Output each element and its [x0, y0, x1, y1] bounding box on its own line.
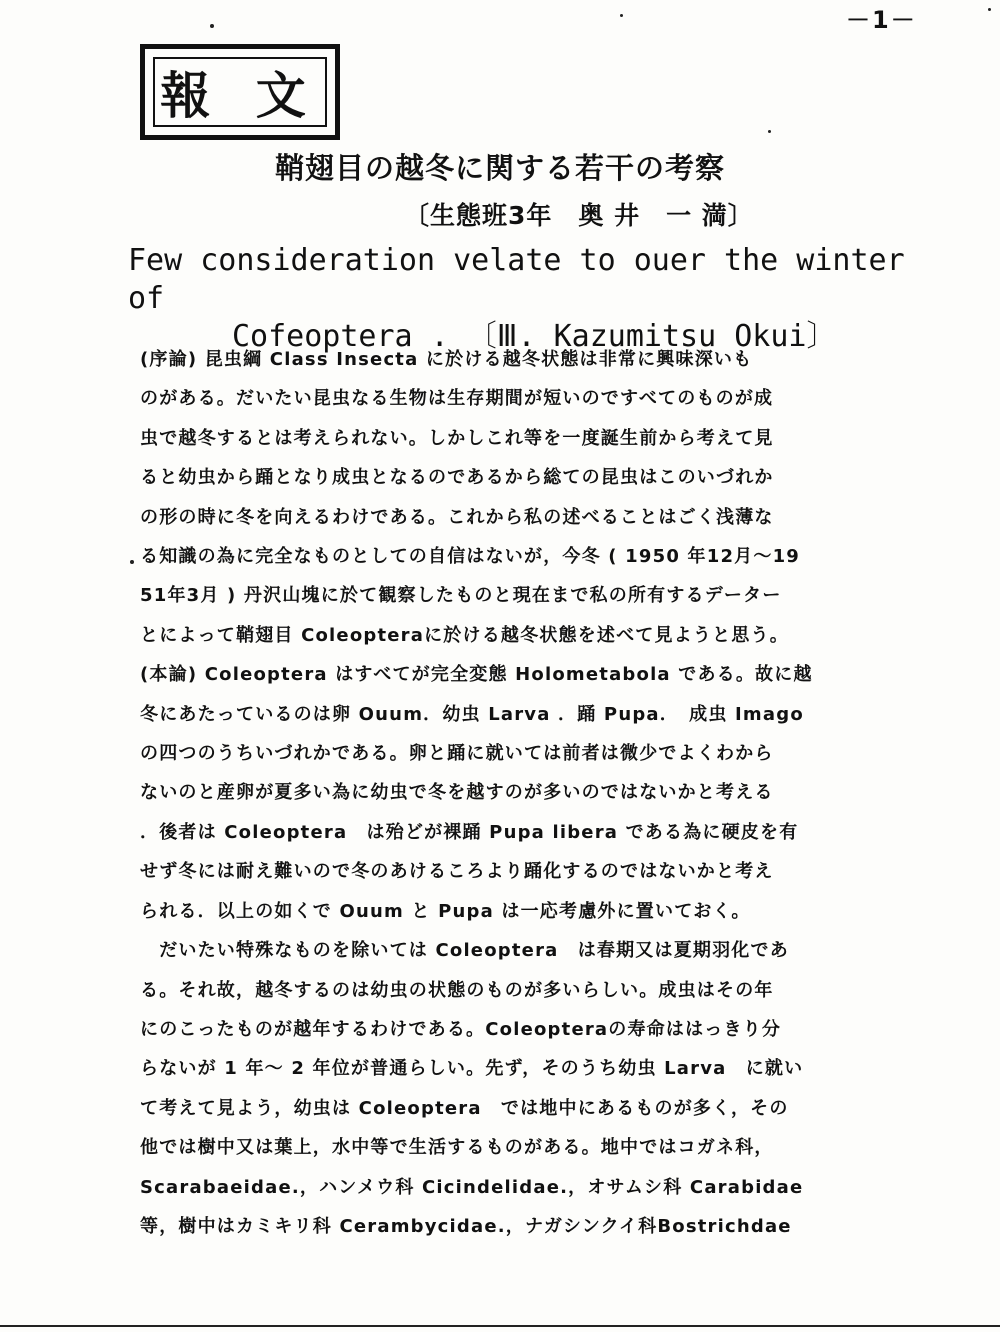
- english-title-line-2: Cofeoptera . 〔Ⅲ. Kazumitsu Okui〕: [232, 319, 837, 354]
- scan-speck: [620, 14, 623, 17]
- english-title: [128, 242, 908, 356]
- scan-speck: [768, 130, 771, 133]
- body-text: [140, 340, 945, 1246]
- body-line: て考えて見よう，幼虫は Coleoptera では地中にあるものが多く，その: [140, 1097, 789, 1119]
- page-number: －1－: [846, 6, 917, 34]
- scan-speck: [210, 24, 214, 28]
- body-line: (序論) 昆虫綱 Class Insecta に於ける越冬状態は非常に興味深いも: [140, 349, 753, 370]
- japanese-author: 〔生態班3年 奥 井 一 満〕: [404, 201, 754, 230]
- body-line: にのこったものが越年するわけである。Coleopteraの寿命ははっきり分: [140, 1018, 782, 1040]
- english-title-line-1: Few consideration velate to ouer the winter of: [128, 243, 905, 316]
- body-line: る知識の為に完全なものとしての自信はないが，今冬 ( 1950 年12月～19: [140, 546, 801, 568]
- body-line: 他では樹中又は葉上，水中等で生活するものがある。地中ではコガネ科，: [140, 1137, 774, 1159]
- section-label-box: [140, 44, 340, 140]
- body-line: る。それ故，越冬するのは幼虫の状態のものが多いらしい。成虫はその年: [140, 979, 774, 1001]
- scan-speck: [988, 8, 991, 11]
- body-line: だいたい特殊なものを除いては Coleoptera は春期又は夏期羽化であ: [140, 940, 789, 962]
- body-line: Scarabaeidae.，ハンメウ科 Cicindelidae.，オサムシ科 Carabidae: [140, 1176, 804, 1198]
- body-line: られる．以上の如くで Ouum と Pupa は一応考慮外に置いておく。: [140, 900, 751, 922]
- body-line: の形の時に冬を向えるわけである。これから私の述べることはごく浅薄な: [140, 506, 774, 528]
- body-line: せず冬には耐え難いので冬のあけるころより踊化するのではないかと考え: [140, 861, 774, 883]
- body-line: 虫で越冬するとは考えられない。しかしこれ等を一度誕生前から考えて見: [140, 427, 774, 449]
- body-line: 等，樹中はカミキリ科 Cerambycidae.，ナガシンクイ科Bostrichdae: [140, 1215, 792, 1237]
- body-line: らないが 1 年～ 2 年位が普通らしい。先ず，そのうち幼虫 Larva に就い: [140, 1058, 804, 1080]
- scan-speck: [130, 560, 134, 564]
- body-line: 51年3月 ) 丹沢山塊に於て観察したものと現在まで私の所有するデーター: [140, 585, 782, 607]
- body-line: 冬にあたっているのは卵 Ouum．幼虫 Larva ．踊 Pupa． 成虫 Imago: [140, 703, 804, 725]
- japanese-title: 鞘翅目の越冬に関する若干の考察: [274, 151, 725, 185]
- body-line: の四つのうちいづれかである。卵と踊に就いては前者は微少でよくわから: [140, 743, 774, 765]
- body-line: のがある。だいたい昆虫なる生物は生存期間が短いのですべてのものが成: [140, 388, 774, 410]
- section-label: 報 文: [153, 57, 327, 127]
- body-line: とによって鞘翅目 Coleopteraに於ける越冬状態を述べて見ようと思う。: [140, 624, 789, 646]
- page-bottom-edge: [0, 1325, 1000, 1327]
- body-line: ないのと産卵が夏多い為に幼虫で冬を越すのが多いのではないかと考える: [140, 782, 774, 804]
- body-line: ．後者は Coleoptera は殆どが裸踊 Pupa libera である為に硬皮を有: [140, 821, 799, 843]
- body-line: (本論) Coleoptera はすべてが完全変態 Holometabola である。故に越: [140, 664, 813, 686]
- body-line: ると幼虫から踊となり成虫となるのであるから総ての昆虫はこのいづれか: [140, 467, 774, 489]
